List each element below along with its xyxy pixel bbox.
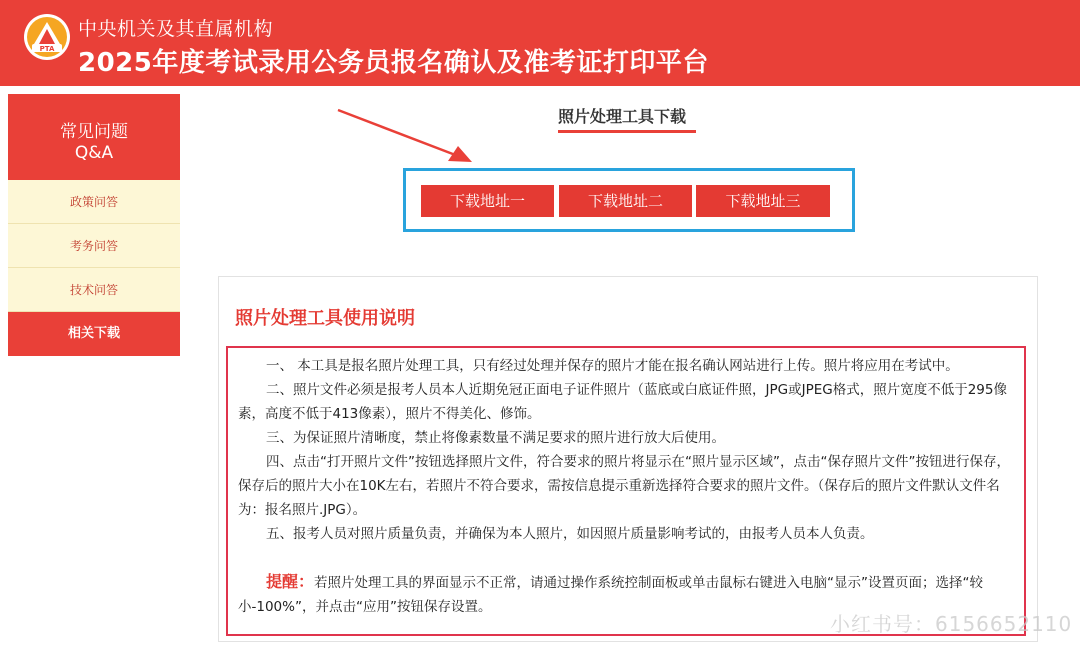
instructions-content <box>226 346 1026 636</box>
site-header <box>0 0 1080 86</box>
sidebar <box>8 94 180 356</box>
sidebar-subtitle: Q&A <box>74 143 114 163</box>
instruction-paragraph: 五、报考人员对照片质量负责，并确保为本人照片，如因照片质量影响考试的，由报考人员本人负责。 <box>266 526 874 542</box>
org-name: 中央机关及其直属机构 <box>78 18 274 40</box>
annotation-arrow-icon <box>330 104 490 174</box>
platform-title: 2025年度考试录用公务员报名确认及准考证打印平台 <box>78 48 709 78</box>
spacer <box>238 546 1014 570</box>
download-link-2-button[interactable]: 下载地址二 <box>559 185 692 217</box>
pta-logo-icon <box>22 12 72 62</box>
instructions-title: 照片处理工具使用说明 <box>235 308 415 329</box>
download-title: 照片处理工具下载 <box>558 107 687 126</box>
svg-text:PTA: PTA <box>39 45 55 53</box>
sidebar-item-downloads[interactable]: 相关下载 <box>8 312 180 356</box>
instruction-paragraph: 四、点击“打开照片文件”按钮选择照片文件，符合要求的照片将显示在“照片显示区域”，点击“保存照片文件”按钮进行保存，保存后的照片大小在10K左右，若照片不符合要求，需按信息提示重新选择符合要求的照片文件。（保存后的照片文件默认文件名为：报名照片.JPG）。 <box>238 454 1010 518</box>
instruction-paragraph: 一、 本工具是报名照片处理工具，只有经过处理并保存的照片才能在报名确认网站进行上传。照片将应用在考试中。 <box>266 358 959 374</box>
reminder-text: 若照片处理工具的界面显示不正常，请通过操作系统控制面板或单击鼠标右键进入电脑“显示”设置页面；选择“较小-100%”，并点击“应用”按钮保存设置。 <box>238 575 983 615</box>
reminder-label: 提醒： <box>266 572 315 591</box>
download-link-3-button[interactable]: 下载地址三 <box>696 185 830 217</box>
sidebar-title: 常见问题 <box>60 122 128 142</box>
sidebar-header <box>8 94 180 180</box>
sidebar-item-tech-qa[interactable]: 技术问答 <box>8 268 180 312</box>
instruction-paragraph: 三、为保证照片清晰度，禁止将像素数量不满足要求的照片进行放大后使用。 <box>266 430 725 446</box>
watermark: 小红书号：6156652110 <box>830 612 1073 636</box>
instruction-paragraph: 二、照片文件必须是报考人员本人近期免冠正面电子证件照片（蓝底或白底证件照，JPG或JPEG格式，照片宽度不低于295像素，高度不低于413像素），照片不得美化、修饰。 <box>238 382 1007 422</box>
sidebar-item-exam-qa[interactable]: 考务问答 <box>8 224 180 268</box>
title-underline <box>558 130 696 133</box>
download-link-1-button[interactable]: 下载地址一 <box>421 185 554 217</box>
sidebar-item-policy-qa[interactable]: 政策问答 <box>8 180 180 224</box>
